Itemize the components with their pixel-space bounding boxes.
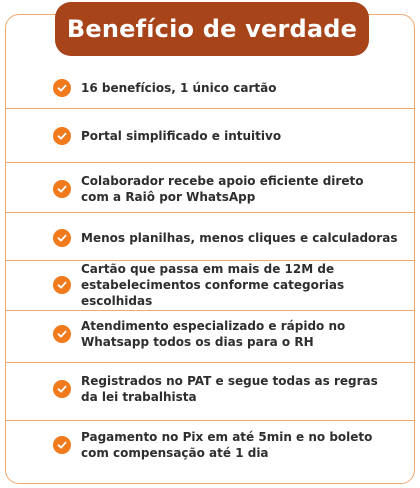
divider [5, 108, 415, 109]
list-item [5, 317, 415, 351]
list-item [5, 262, 415, 308]
benefit-text: Menos planilhas, menos cliques e calculadoras [81, 231, 398, 245]
divider [5, 310, 415, 311]
divider [5, 212, 415, 213]
benefit-text: Cartão que passa em mais de 12M de estabelecimentos conforme categorias escolhidas [81, 262, 345, 308]
benefit-text: Registrados no PAT e segue todas as regras da lei trabalhista [81, 374, 378, 404]
check-circle-icon [53, 276, 71, 294]
list-item [5, 172, 415, 206]
page-title: Benefício de verdade [66, 15, 358, 43]
list-item [5, 74, 415, 102]
list-item [5, 122, 415, 150]
check-circle-icon [53, 79, 71, 97]
divider [5, 420, 415, 421]
benefit-text: Colaborador recebe apoio eficiente direto com a Raiô por WhatsApp [81, 174, 364, 204]
check-circle-icon [53, 436, 71, 454]
benefit-text: Atendimento especializado e rápido no Whatsapp todos os dias para o RH [81, 319, 346, 349]
check-circle-icon [53, 325, 71, 343]
check-circle-icon [53, 380, 71, 398]
benefit-text: 16 benefícios, 1 único cartão [81, 81, 277, 95]
check-circle-icon [53, 229, 71, 247]
check-circle-icon [53, 127, 71, 145]
list-item [5, 372, 415, 406]
list-item [5, 224, 415, 252]
divider [5, 362, 415, 363]
benefit-text: Pagamento no Pix em até 5min e no boleto com compensação até 1 dia [81, 430, 373, 460]
benefit-text: Portal simplificado e intuitivo [81, 129, 282, 143]
check-circle-icon [53, 180, 71, 198]
title-banner [55, 2, 369, 56]
divider [5, 162, 415, 163]
list-item [5, 428, 415, 462]
